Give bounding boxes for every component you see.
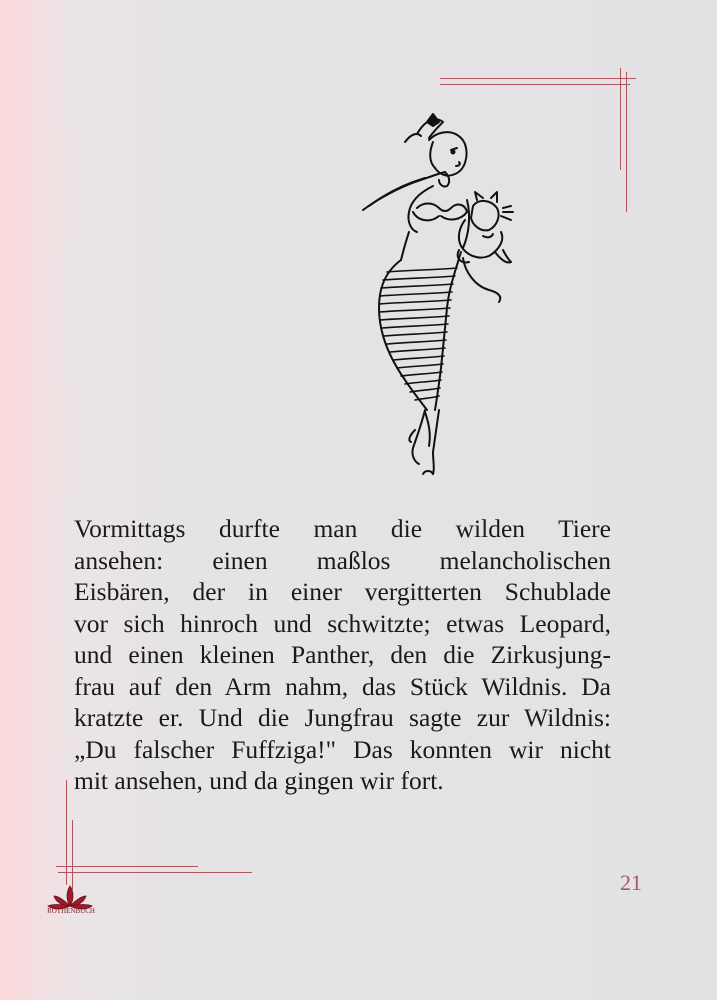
corner-rule-bottom-v1 [66, 780, 67, 885]
text-line: vor sich hinroch und schwitzte; etwas Leopard, [74, 608, 611, 638]
text-line: ansehen: einen maßlos melancholischen [74, 545, 611, 575]
text-line: mit ansehen, und da gingen wir fort. [74, 766, 444, 795]
page-number: 21 [620, 870, 642, 895]
corner-rule-top-v1 [620, 68, 621, 170]
corner-rule-bottom-h2 [58, 872, 252, 873]
body-paragraph [74, 513, 611, 797]
text-line: Vormittags durfte man die wilden Tiere [74, 514, 611, 543]
corner-rule-bottom-h1 [56, 866, 198, 867]
publisher-name: RÖTHENBUCH [47, 907, 95, 915]
text-line: frau auf den Arm nahm, das Stück Wildnis. Da [74, 671, 611, 701]
text-line: „Du falscher Fuffziga!" Das konnten wir nicht [74, 734, 611, 764]
text-line: kratzte er. Und die Jungfrau sagte zur Wildnis: [74, 703, 611, 732]
corner-rule-top-h1 [440, 78, 636, 79]
corner-rule-bottom-v2 [72, 820, 73, 890]
woman-holding-cat-illustration-icon [355, 112, 520, 482]
corner-rule-top-v2 [626, 72, 627, 212]
text-line: und einen kleinen Panther, den die Zirkusjung- [74, 640, 611, 669]
corner-rule-top-h2 [440, 84, 630, 85]
text-line: Eisbären, der in einer vergitterten Schublade [74, 577, 611, 606]
